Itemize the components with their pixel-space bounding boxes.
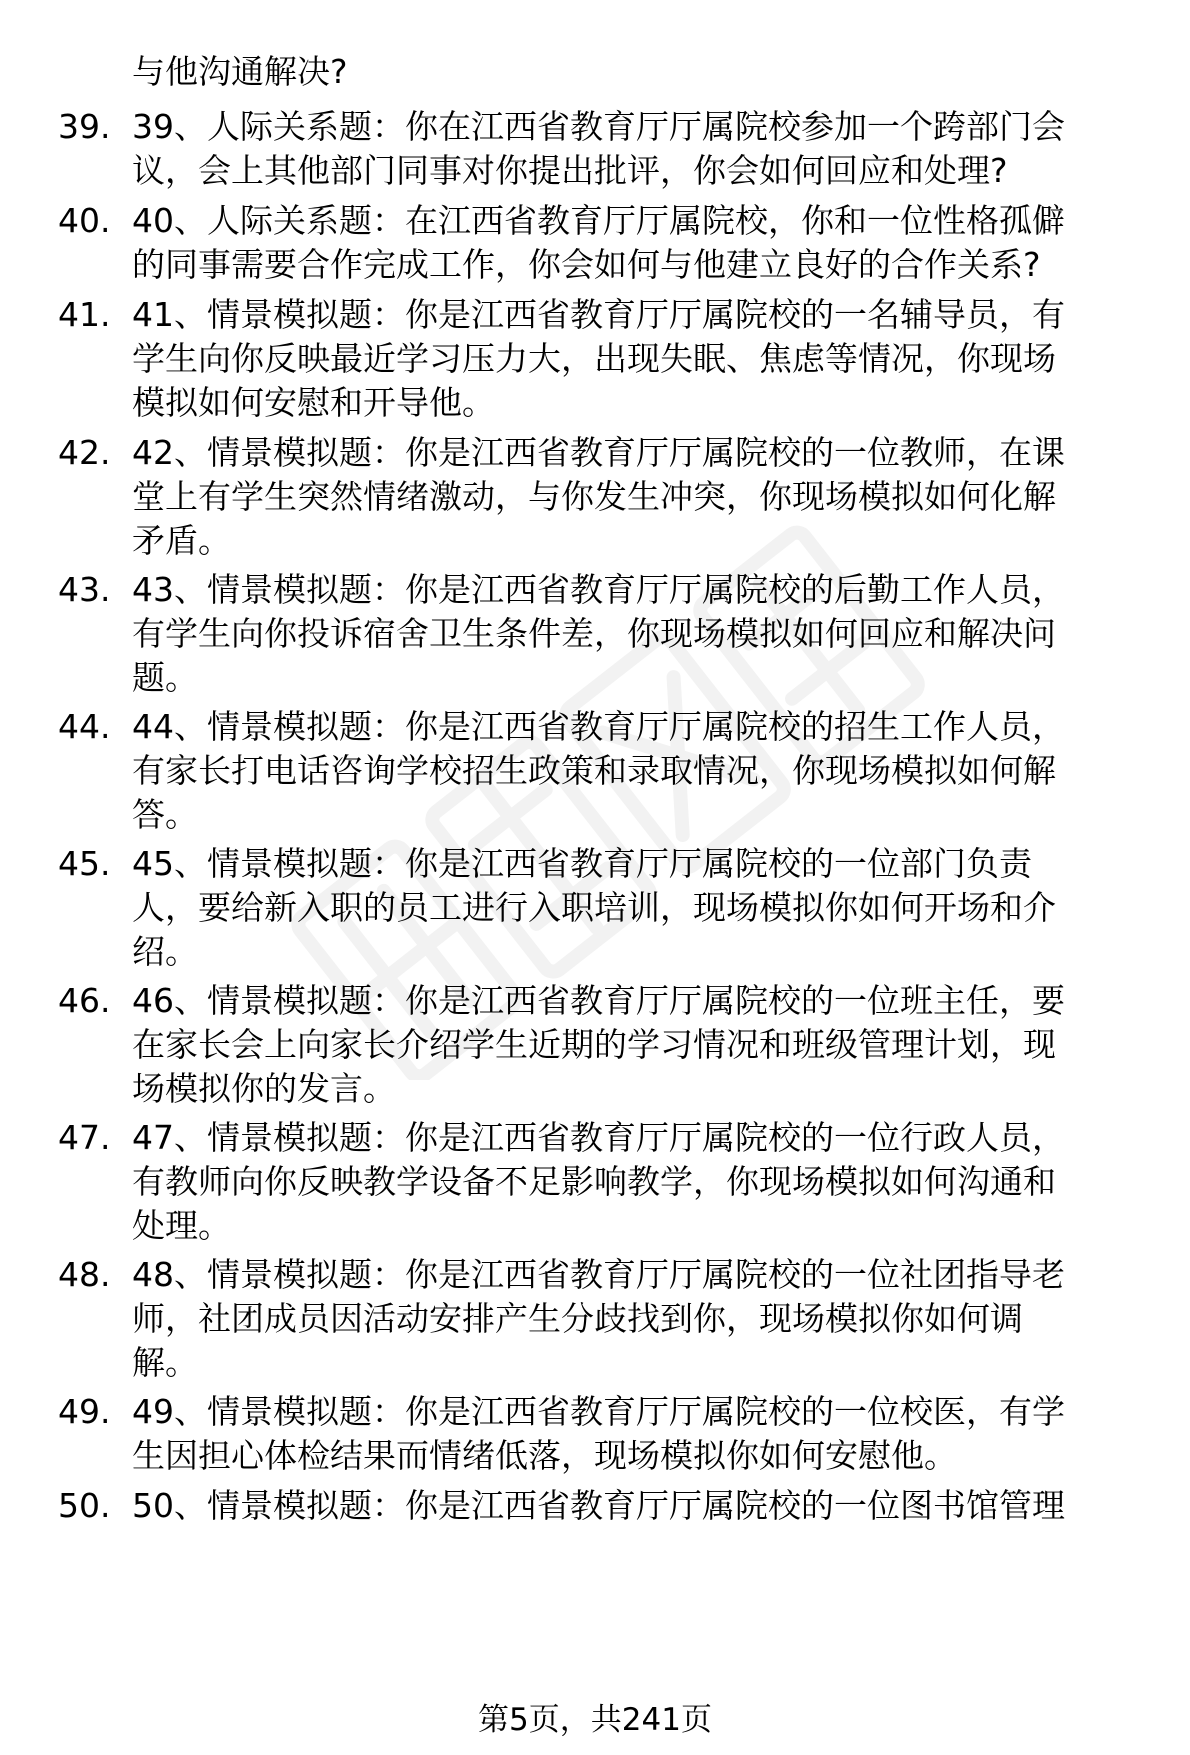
item-text: 43、情景模拟题：你是江西省教育厅厅属院校的后勤工作人员， 有学生向你投诉宿舍卫生条件差，你现场模拟如何回应和解决问 题。	[132, 570, 1065, 697]
list-item	[58, 293, 1158, 425]
item-number: 45.	[58, 844, 111, 883]
list-item	[58, 199, 1158, 287]
item-text: 41、情景模拟题：你是江西省教育厅厅属院校的一名辅导员，有 学生向你反映最近学习压力大，出现失眠、焦虑等情况，你现场 模拟如何安慰和开导他。	[132, 295, 1065, 422]
item-number: 46.	[58, 981, 111, 1020]
item-number: 43.	[58, 570, 111, 609]
item-text: 45、情景模拟题：你是江西省教育厅厅属院校的一位部门负责 人，要给新入职的员工进行入职培训，现场模拟你如何开场和介 绍。	[132, 844, 1056, 971]
item-number: 39.	[58, 107, 111, 146]
list-item	[58, 1484, 1158, 1528]
item-text: 47、情景模拟题：你是江西省教育厅厅属院校的一位行政人员， 有教师向你反映教学设备不足影响教学，你现场模拟如何沟通和 处理。	[132, 1118, 1065, 1245]
item-text: 49、情景模拟题：你是江西省教育厅厅属院校的一位校医，有学 生因担心体检结果而情绪低落，现场模拟你如何安慰他。	[132, 1392, 1065, 1475]
item-text: 48、情景模拟题：你是江西省教育厅厅属院校的一位社团指导老 师，社团成员因活动安排产生分歧找到你，现场模拟你如何调 解。	[132, 1255, 1065, 1382]
list-item	[58, 1253, 1158, 1385]
item-text: 46、情景模拟题：你是江西省教育厅厅属院校的一位班主任，要 在家长会上向家长介绍学生近期的学习情况和班级管理计划，现 场模拟你的发言。	[132, 981, 1065, 1108]
list-item	[58, 842, 1158, 974]
item-number: 49.	[58, 1392, 111, 1431]
item-number: 40.	[58, 201, 111, 240]
item-number: 42.	[58, 433, 111, 472]
item-number: 48.	[58, 1255, 111, 1294]
list-item	[58, 568, 1158, 700]
item-number: 41.	[58, 295, 111, 334]
list-item	[58, 105, 1158, 193]
list-item	[58, 431, 1158, 563]
item-text: 39、人际关系题：你在江西省教育厅厅属院校参加一个跨部门会 议，会上其他部门同事对你提出批评，你会如何回应和处理?	[132, 107, 1065, 190]
list-item	[58, 705, 1158, 837]
item-text: 42、情景模拟题：你是江西省教育厅厅属院校的一位教师，在课 堂上有学生突然情绪激动，与你发生冲突，你现场模拟如何化解 矛盾。	[132, 433, 1065, 560]
item-number: 50.	[58, 1486, 111, 1525]
list-item	[58, 1116, 1158, 1248]
item-number: 47.	[58, 1118, 111, 1157]
item-text: 44、情景模拟题：你是江西省教育厅厅属院校的招生工作人员， 有家长打电话咨询学校招生政策和录取情况，你现场模拟如何解 答。	[132, 707, 1065, 834]
continuation-text: 与他沟通解决?	[132, 52, 348, 91]
list-item	[58, 979, 1158, 1111]
item-text: 50、情景模拟题：你是江西省教育厅厅属院校的一位图书馆管理	[132, 1486, 1065, 1525]
page-footer: 第5页，共241页	[478, 1702, 712, 1738]
item-number: 44.	[58, 707, 111, 746]
list-item	[58, 1390, 1158, 1478]
item-text: 40、人际关系题：在江西省教育厅厅属院校，你和一位性格孤僻 的同事需要合作完成工作，你会如何与他建立良好的合作关系?	[132, 201, 1065, 284]
